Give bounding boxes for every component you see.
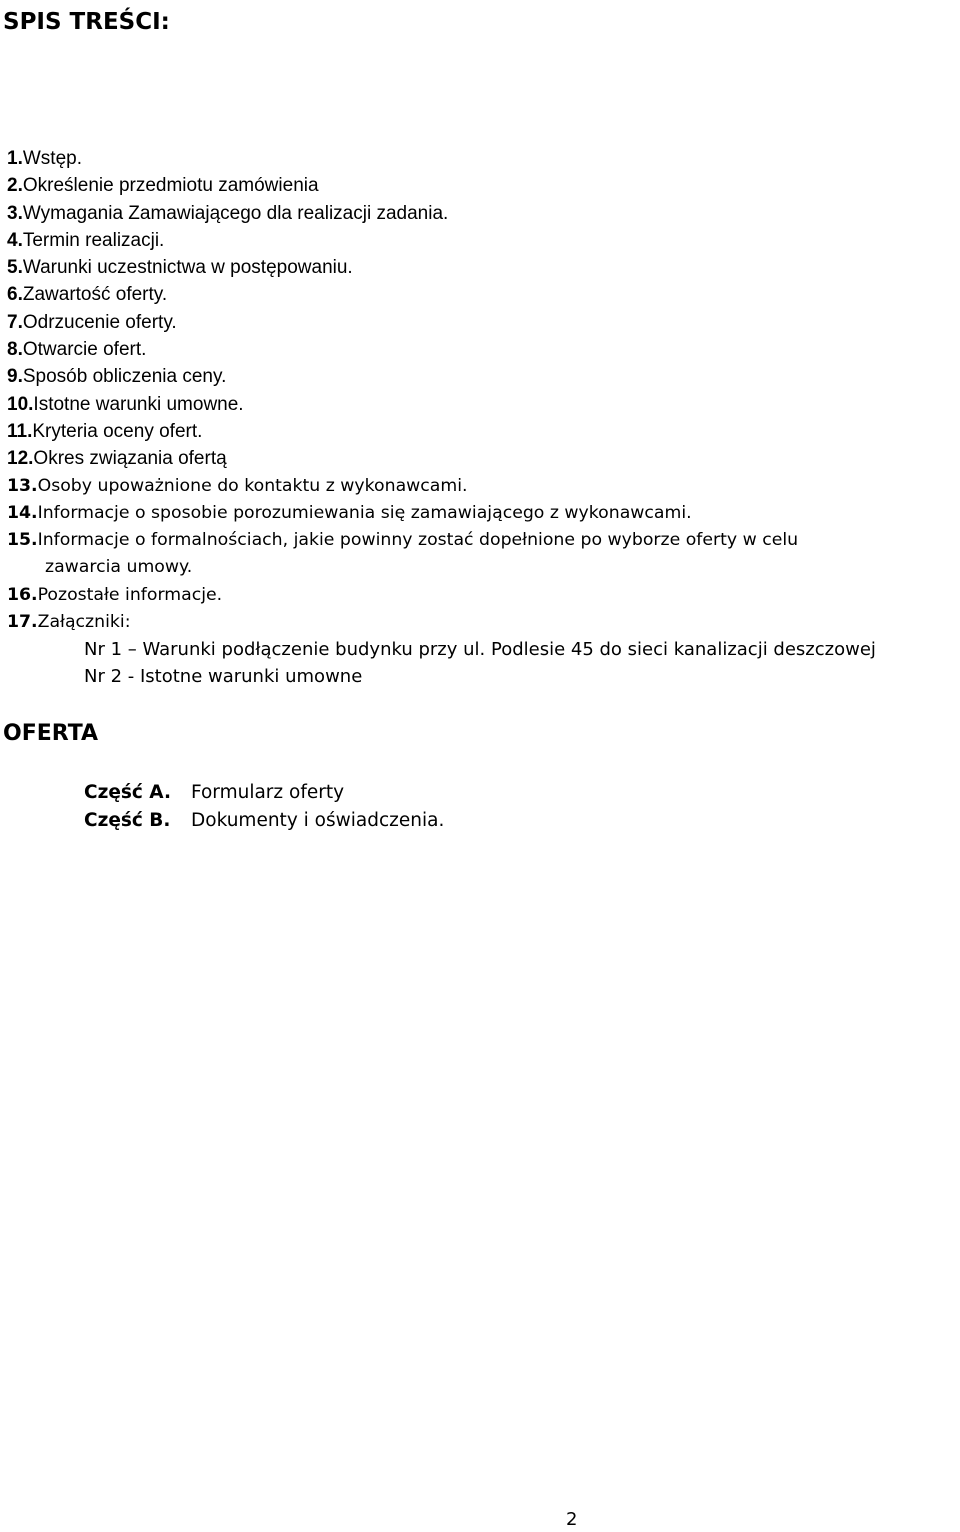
table-of-contents (7, 145, 957, 636)
toc-text: Termin realizacji. (22, 229, 165, 251)
toc-text: Otwarcie ofert. (22, 339, 147, 361)
offer-part-item (84, 807, 444, 835)
toc-text-continuation: zawarcia umowy. (45, 557, 193, 578)
toc-text: Wstęp. (22, 148, 82, 169)
offer-part-label: Część A. (84, 782, 171, 803)
attachment-item: Nr 1 – Warunki podłączenie budynku przy ul. Podlesie 45 do sieci kanalizacji deszczowej (84, 639, 876, 660)
toc-number: 16. (7, 584, 38, 605)
offer-parts-list (84, 779, 444, 835)
toc-text: Zawartość oferty. (22, 284, 168, 306)
toc-item-5 (7, 254, 957, 281)
offer-part-text: Dokumenty i oświadczenia. (191, 810, 445, 831)
toc-number: 6. (7, 284, 23, 306)
toc-number: 14. (7, 502, 38, 523)
toc-number: 11. (7, 420, 33, 442)
toc-item-2 (7, 172, 957, 199)
toc-number: 5. (7, 257, 23, 279)
toc-text: Kryteria oceny ofert. (32, 420, 203, 442)
toc-number: 8. (7, 339, 23, 361)
toc-text: Odrzucenie oferty. (22, 311, 177, 333)
toc-text: Wymagania Zamawiającego dla realizacji zadania. (22, 202, 449, 224)
toc-number: 2. (7, 175, 23, 197)
toc-text: Załączniki: (37, 612, 131, 633)
toc-number: 1. (7, 148, 23, 169)
toc-item-11 (7, 418, 957, 445)
toc-item-12 (7, 445, 957, 472)
toc-text: Sposób obliczenia ceny. (22, 366, 227, 388)
offer-part-text: Formularz oferty (191, 782, 345, 803)
offer-part-label: Część B. (84, 810, 171, 831)
toc-text: Okres związania ofertą (33, 448, 227, 470)
toc-item-10 (7, 391, 957, 418)
toc-number: 15. (7, 530, 38, 551)
toc-item-4 (7, 227, 957, 254)
toc-item-8 (7, 336, 957, 363)
toc-item-16 (7, 582, 957, 609)
toc-number: 7. (7, 311, 23, 333)
toc-number: 12. (7, 448, 34, 470)
toc-number: 9. (7, 366, 23, 388)
attachment-item: Nr 2 - Istotne warunki umowne (84, 666, 363, 688)
toc-text: Określenie przedmiotu zamówienia (22, 175, 319, 197)
toc-text: Warunki uczestnictwa w postępowaniu. (22, 257, 353, 279)
toc-number: 13. (7, 475, 38, 496)
attachments-list (84, 636, 876, 691)
toc-number: 4. (7, 229, 23, 251)
toc-item-13 (7, 473, 957, 500)
toc-item-1 (7, 145, 957, 172)
offer-heading: OFERTA (3, 721, 99, 746)
toc-item-9 (7, 363, 957, 390)
toc-text: Osoby upoważnione do kontaktu z wykonawcami. (37, 475, 468, 496)
toc-item-6 (7, 281, 957, 308)
toc-number: 17. (7, 612, 38, 633)
toc-number: 10. (7, 393, 34, 415)
toc-item-3 (7, 200, 957, 227)
toc-item-14 (7, 500, 957, 527)
toc-item-7 (7, 309, 957, 336)
toc-text: Informacje o sposobie porozumiewania się zamawiającego z wykonawcami. (37, 502, 692, 523)
toc-text: Informacje o formalnościach, jakie powinny zostać dopełnione po wyborze oferty w celu (37, 530, 799, 551)
page-number: 2 (566, 1509, 578, 1530)
toc-text: Istotne warunki umowne. (33, 393, 244, 415)
toc-text: Pozostałe informacje. (37, 584, 223, 605)
toc-item-15 (7, 527, 957, 582)
toc-item-17 (7, 609, 957, 636)
page-title: SPIS TREŚCI: (3, 9, 170, 35)
offer-part-item (84, 779, 444, 807)
toc-number: 3. (7, 202, 23, 224)
